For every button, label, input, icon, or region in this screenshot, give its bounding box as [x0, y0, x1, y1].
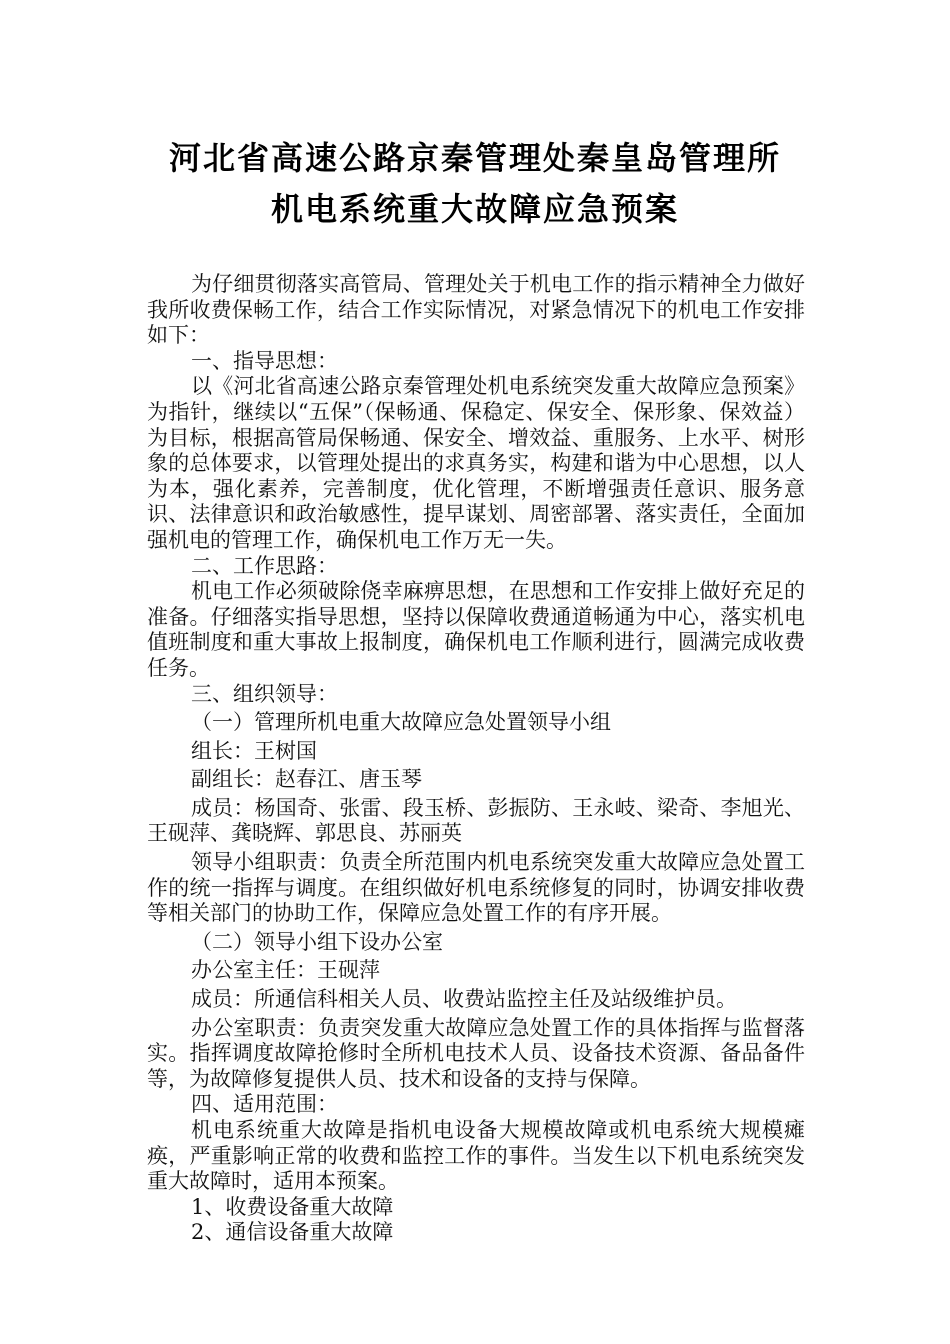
section-heading-scope: 四、适用范围： [191, 1092, 338, 1117]
office-duties-paragraph: 办公室职责：负责突发重大故障应急处置工作的具体指挥与监督落实。指挥调度故障抢修时全所机电技术人员、设备技术资源、备品备件等，为故障修复提供人员、技术和设备的支持与保障。 [147, 1015, 805, 1091]
office-members: 成员：所通信科相关人员、收费站监控主任及站级维护员。 [191, 987, 737, 1012]
subsection-office: （二）领导小组下设办公室 [191, 929, 443, 954]
scope-item-2: 2、通信设备重大故障 [191, 1220, 394, 1245]
intro-paragraph: 为仔细贯彻落实高管局、管理处关于机电工作的指示精神全力做好我所收费保畅工作，结合工作实际情况，对紧急情况下的机电工作安排如下： [147, 272, 805, 348]
leadership-duties-paragraph: 领导小组职责：负责全所范围内机电系统突发重大故障应急处置工作的统一指挥与调度。在组织做好机电系统修复的同时，协调安排收费等相关部门的协助工作，保障应急处置工作的有序开展。 [147, 850, 805, 926]
deputy-leaders: 副组长：赵春江、唐玉琴 [191, 767, 422, 792]
subsection-leadership-group: （一）管理所机电重大故障应急处置领导小组 [191, 710, 611, 735]
document-title-line1: 河北省高速公路京秦管理处秦皇岛管理所 [168, 139, 781, 177]
section-heading-organization: 三、组织领导： [191, 681, 338, 706]
group-members: 成员：杨国奇、张雷、段玉桥、彭振防、王永岐、梁奇、李旭光、王砚萍、龚晓辉、郭思良、苏丽英 [147, 795, 805, 846]
section-heading-work-approach: 二、工作思路： [191, 553, 338, 578]
section-heading-guiding-thought: 一、指导思想： [191, 348, 338, 373]
document-title-line2: 机电系统重大故障应急预案 [270, 190, 679, 228]
work-approach-paragraph: 机电工作必须破除侥幸麻痹思想，在思想和工作安排上做好充足的准备。仔细落实指导思想，坚持以保障收费通道畅通为中心，落实机电值班制度和重大事故上报制度，确保机电工作顺利进行，圆满完成收费任务。 [147, 579, 805, 680]
group-leader: 组长：王树国 [191, 738, 317, 763]
scope-item-1: 1、收费设备重大故障 [191, 1194, 394, 1219]
scope-paragraph: 机电系统重大故障是指机电设备大规模故障或机电系统大规模瘫痪，严重影响正常的收费和监控工作的事件。当发生以下机电系统突发重大故障时，适用本预案。 [147, 1118, 805, 1194]
office-director: 办公室主任：王砚萍 [191, 958, 380, 983]
guiding-thought-paragraph: 以《河北省高速公路京秦管理处机电系统突发重大故障应急预案》为指针，继续以“五保”（保畅通、保稳定、保安全、保形象、保效益）为目标，根据高管局保畅通、保安全、增效益、重服务、上水平、树形象的总体要求，以管理处提出的求真务实，构建和谐为中心思想，以人为本，强化素养，完善制度，优化管理，不断增强责任意识、服务意识、法律意识和政治敏感性，提早谋划、周密部署、落实责任，全面加强机电的管理工作，确保机电工作万无一失。 [147, 374, 805, 552]
document-body [147, 272, 805, 1246]
